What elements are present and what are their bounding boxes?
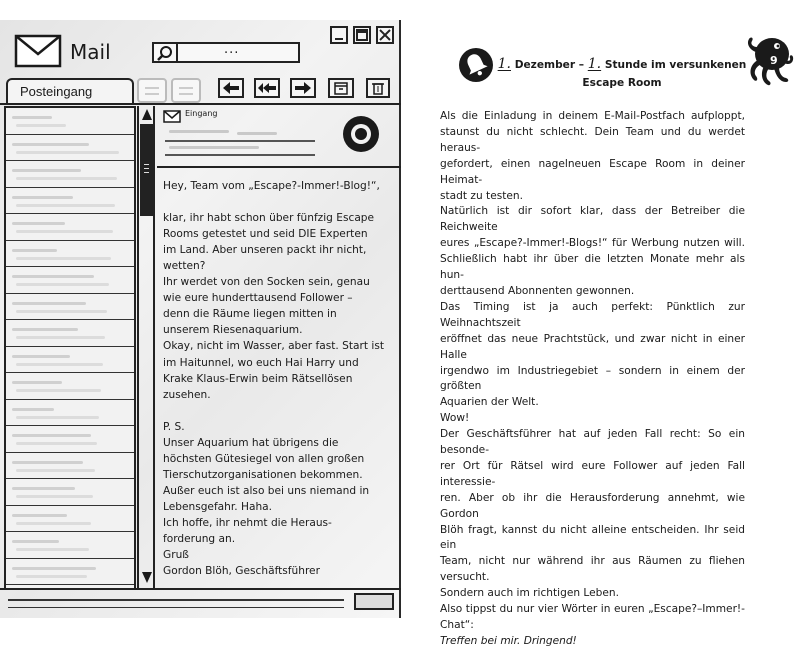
inbox-row[interactable] (6, 214, 134, 241)
inbox-row[interactable] (6, 453, 134, 480)
message-line: im Land. Aber unseren packt ihr nicht, (163, 244, 367, 257)
message-line: Lebensgefahr. Haha. (163, 500, 273, 513)
message-body (163, 178, 395, 579)
status-button[interactable] (354, 593, 394, 610)
search-divider (176, 44, 178, 61)
inbox-row[interactable] (6, 400, 134, 427)
tab-posteingang[interactable]: Posteingang (6, 78, 134, 103)
month-text: Dezember – (514, 59, 585, 71)
story-line: Treffen bei mir. Dringend! (440, 634, 577, 647)
inbox-row[interactable] (6, 241, 134, 268)
reply-all-button[interactable] (254, 78, 280, 98)
close-button[interactable] (376, 26, 394, 44)
message-line: Gruß (163, 549, 189, 562)
app-title: Mail (70, 40, 111, 64)
inbox-row[interactable] (6, 559, 134, 586)
message-line (163, 194, 395, 210)
scroll-down-icon[interactable] (141, 570, 153, 584)
message-line: denn die Räume liegen mitten in (163, 308, 337, 321)
minimize-button[interactable] (330, 26, 348, 44)
message-line: Ihr werdet von den Socken sein, genau (163, 276, 370, 289)
search-input[interactable] (152, 42, 300, 63)
story-line: Als die Einladung in deinem E-Mail-Postfach aufploppt, (440, 110, 745, 122)
message-line: Tierschutzorganisationen bekommen. (163, 468, 363, 481)
inbox-row[interactable] (6, 108, 134, 135)
inbox-row[interactable] (6, 161, 134, 188)
reply-button[interactable] (218, 78, 244, 98)
arrow-right-icon (293, 81, 313, 95)
story-line: derttausend Abonnenten gewonnen. (440, 284, 635, 297)
chapter-title (497, 55, 747, 92)
folder-label: Eingang (185, 109, 218, 118)
scroll-up-icon[interactable] (141, 108, 153, 122)
maximize-button[interactable] (353, 26, 371, 44)
inbox-row[interactable] (6, 373, 134, 400)
room-text: Escape Room (582, 77, 662, 89)
story-line: eröffnet das neue Prachtstück, und zwar nicht in einer Halle (440, 332, 745, 361)
message-line: höchsten Gütesiegel von allen großen (163, 452, 365, 465)
envelope-icon (14, 34, 62, 68)
message-line: zusehen. (163, 388, 211, 401)
inbox-row[interactable] (6, 479, 134, 506)
story-line: Aquarien der Welt. (440, 396, 539, 409)
small-envelope-icon (163, 110, 181, 123)
message-line: Außer euch ist also bei uns niemand in (163, 484, 370, 497)
archive-icon (331, 81, 351, 95)
story-line: rer Ort für Rätsel wird eure Follower auf jeden Fall interessie- (440, 459, 745, 488)
tab-blank-2[interactable] (171, 78, 201, 103)
story-line: irgendwo im Industriegebiet – sondern in einem der größten (440, 364, 745, 393)
story-line: Sondern auch im richtigen Leben. (440, 587, 619, 600)
story-line: Blöh fragt, kannst du nicht alleine entscheiden. Ihr seid ein (440, 523, 745, 552)
bell-icon (458, 47, 494, 83)
day-number: 1. (497, 56, 511, 72)
story-line: Das Timing ist ja auch perfekt: Pünktlich zur Weihnachtszeit (440, 300, 745, 329)
statusbar-divider (0, 588, 401, 590)
story-text (440, 109, 745, 650)
story-line: Also tippst du nur vier Wörter in euren „Escape?–Immer!- (440, 603, 745, 616)
message-line: Okay, nicht im Wasser, aber fast. Start ist (163, 340, 385, 353)
story-line: Chat“: (440, 619, 474, 631)
status-lines (8, 599, 344, 614)
inbox-row[interactable] (6, 347, 134, 374)
story-line: ren. Aber ob ihr die Herausforderung annehmt, wie Gordon (440, 491, 745, 520)
close-icon (378, 28, 392, 42)
message-line: Krake Klaus-Erwin beim Rätsellösen (163, 372, 353, 385)
page-number: 9 (770, 54, 778, 67)
message-line: unserem Riesenaquarium. (163, 324, 303, 337)
message-line: P. S. (163, 420, 185, 433)
subject-line (165, 154, 315, 156)
scroll-thumb[interactable] (140, 124, 153, 216)
inbox-row[interactable] (6, 320, 134, 347)
search-icon[interactable] (156, 45, 174, 61)
sender-line (165, 140, 315, 142)
inbox-row[interactable] (6, 294, 134, 321)
inbox-row[interactable] (6, 267, 134, 294)
scrollbar[interactable] (137, 106, 155, 590)
story-line: stadt zu testen. (440, 189, 523, 202)
delete-button[interactable] (366, 78, 390, 98)
archive-button[interactable] (328, 78, 354, 98)
story-line: gefordert, einen nagelneuen Escape Room in deiner Heimat- (440, 157, 745, 186)
story-line: Schließlich habt ihr über die letzten Monate mehr als hun- (440, 253, 745, 282)
inbox-row[interactable] (6, 135, 134, 162)
inbox-list (4, 106, 136, 590)
story-line: eures „Escape?-Immer!-Blogs!“ für Werbung nutzen will. (440, 237, 745, 250)
double-arrow-left-icon (257, 81, 277, 95)
forward-button[interactable] (290, 78, 316, 98)
story-line: Wow! (440, 412, 470, 425)
story-line: Der Geschäftsführer hat auf jeden Fall recht: So ein besonde- (440, 428, 745, 457)
trash-icon (369, 81, 387, 95)
tab-blank-1[interactable] (137, 78, 167, 103)
hour-number: 1. (587, 56, 602, 72)
search-placeholder: ... (224, 42, 240, 57)
message-line: wie eure hunderttausend Follower – (163, 292, 353, 305)
message-line: Unser Aquarium hat übrigens die (163, 436, 339, 449)
message-header (157, 106, 401, 168)
maximize-icon (355, 28, 369, 42)
story-line: Team, nicht nur während ihr aus Räumen zu fliehen versucht. (440, 555, 745, 584)
mail-window (0, 20, 401, 618)
message-line: im Haitunnel, wo euch Hai Harry und (163, 356, 359, 369)
message-line: klar, ihr habt schon über fünfzig Escape (163, 212, 375, 225)
toolbar-divider (0, 103, 401, 105)
message-line: Hey, Team vom „Escape?-Immer!-Blog!“, (163, 180, 380, 192)
inbox-row[interactable] (6, 532, 134, 559)
inbox-row[interactable] (6, 506, 134, 533)
story-line: staunst du nicht schlecht. Dein Team und du werdet heraus- (440, 125, 745, 154)
message-line: Ich hoffe, ihr nehmt die Heraus- (163, 516, 332, 529)
message-line: forderung an. (163, 533, 236, 546)
message-line: Rooms getestet und seid DIE Experten (163, 228, 368, 241)
hour-text: Stunde im versunkenen (604, 59, 747, 71)
inbox-row[interactable] (6, 188, 134, 215)
arrow-left-icon (221, 81, 241, 95)
message-line: wetten? (163, 260, 206, 273)
record-icon[interactable] (341, 114, 381, 154)
minimize-icon (332, 28, 346, 42)
inbox-row[interactable] (6, 426, 134, 453)
message-line: Gordon Blöh, Geschäftsführer (163, 565, 320, 578)
story-line: Natürlich ist dir sofort klar, dass der Betreiber die Reichweite (440, 205, 745, 234)
message-line (163, 403, 395, 419)
